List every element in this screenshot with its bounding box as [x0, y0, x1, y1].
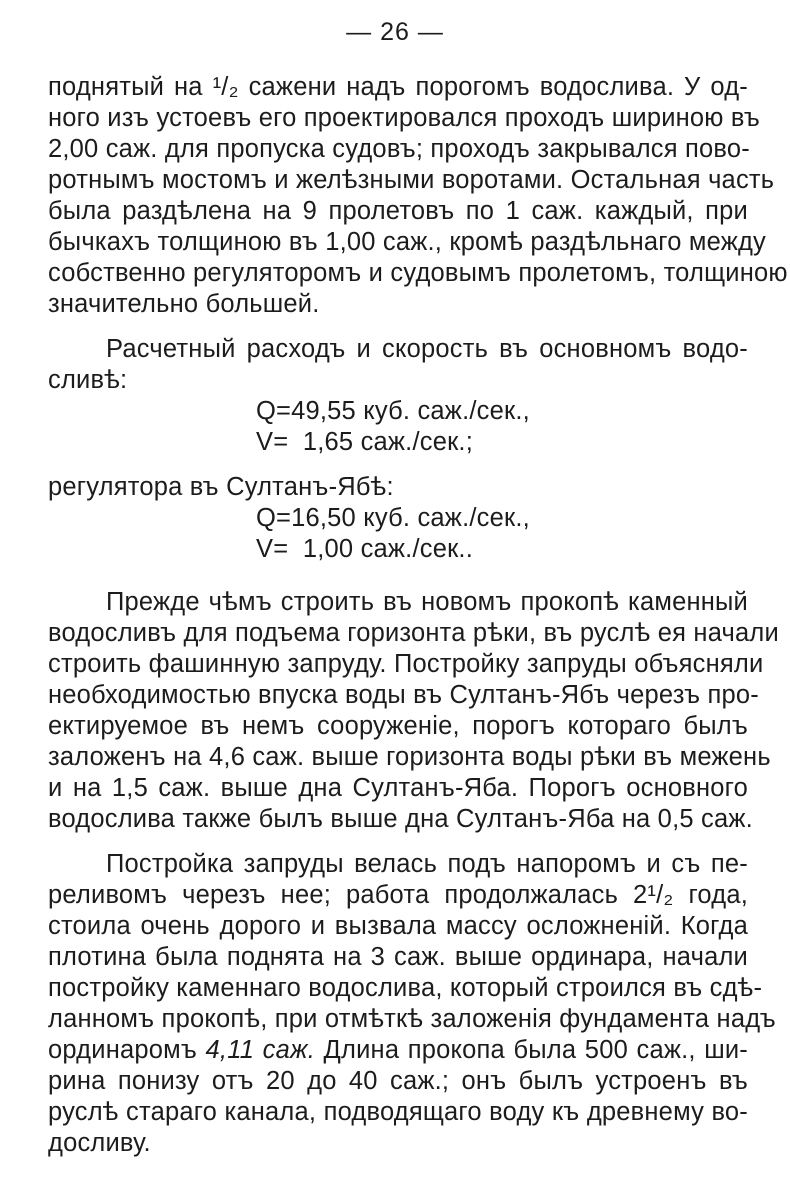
text-line: рина понизу отъ 20 до 40 саж.; онъ былъ устроенъ въ: [48, 1067, 748, 1095]
text-line: сливѣ:: [48, 366, 128, 394]
text-line: реливомъ черезъ нее; работа продолжалась 2¹/₂ года,: [48, 881, 748, 909]
text-fragment: Длина прокопа была 500 саж., ши-: [315, 1036, 748, 1064]
text-line: ектируемое въ немъ сооруженіе, порогъ котораго былъ: [48, 712, 748, 740]
text-line: Расчетный расходъ и скорость въ основномъ водо-: [106, 335, 748, 363]
text-line: собственно регуляторомъ и судовымъ пролетомъ, толщиною: [48, 259, 788, 287]
text-line: значительно большей.: [48, 290, 320, 318]
text-line: и на 1,5 саж. выше дна Султанъ-Яба. Порогъ основного: [48, 774, 748, 802]
text-line: поднятый на ¹/₂ сажени надъ порогомъ водослива. У од-: [48, 73, 748, 101]
formula-line: V= 1,65 саж./сек.;: [256, 428, 474, 456]
text-line: была раздѣлена на 9 пролетовъ по 1 саж. каждый, при: [48, 197, 748, 225]
text-line: водослива также былъ выше дна Султанъ-Яба на 0,5 саж.: [48, 805, 753, 833]
italic-measurement: 4,11 саж.: [205, 1036, 315, 1064]
text-line: Прежде чѣмъ строить въ новомъ прокопѣ каменный: [106, 588, 748, 616]
text-line: [48, 1035, 748, 1066]
page-number: — 26 —: [346, 18, 444, 46]
formula-line: Q=49,55 куб. саж./сек.,: [256, 397, 530, 425]
text-line: ланномъ прокопѣ, при отмѣткѣ заложенія фундамента надъ: [48, 1005, 776, 1033]
text-line: руслѣ стараго канала, подводящаго воду къ древнему во-: [48, 1098, 748, 1126]
text-line: водосливъ для подъема горизонта рѣки, въ руслѣ ея начали: [48, 619, 779, 647]
text-line: постройку каменнаго водослива, который строился въ сдѣ-: [48, 974, 763, 1002]
text-line: необходимостью впуска воды въ Султанъ-Ябъ черезъ про-: [48, 681, 759, 709]
text-line: заложенъ на 4,6 саж. выше горизонта воды рѣки въ межень: [48, 743, 771, 771]
text-line: ротнымъ мостомъ и желѣзными воротами. Остальная часть: [48, 166, 775, 194]
formula-line: V= 1,00 саж./сек..: [256, 535, 474, 563]
text-line: строить фашинную запруду. Постройку запруды объясняли: [48, 650, 764, 678]
text-line: регулятора въ Султанъ-Ябѣ:: [48, 473, 394, 501]
body-text: [48, 72, 788, 1159]
text-fragment: ординаромъ: [48, 1036, 206, 1064]
text-line: ного изъ устоевъ его проектировался проходъ шириною въ: [48, 104, 760, 132]
text-line: 2,00 саж. для пропуска судовъ; проходъ закрывался пово-: [48, 135, 750, 163]
text-line: Постройка запруды велась подъ напоромъ и съ пе-: [106, 850, 748, 878]
formula-line: Q=16,50 куб. саж./сек.,: [256, 504, 530, 532]
text-line: стоила очень дорого и вызвала массу осложненій. Когда: [48, 912, 748, 940]
text-line: плотина была поднята на 3 саж. выше ординара, начали: [48, 943, 748, 971]
text-line: досливу.: [48, 1129, 151, 1157]
text-line: бычкахъ толщиною въ 1,00 саж., кромѣ раздѣльнаго между: [48, 228, 766, 256]
